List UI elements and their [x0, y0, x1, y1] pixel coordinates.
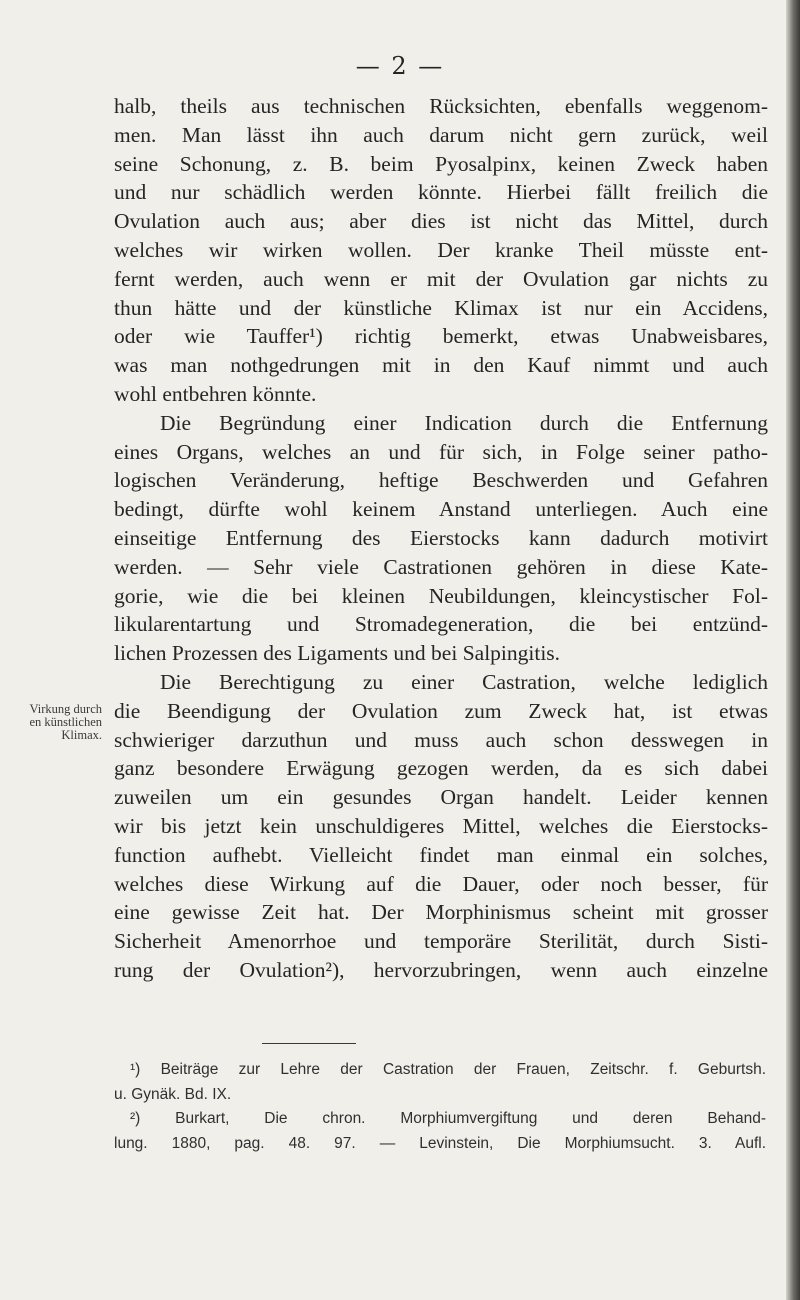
text-line: Die Begründung einer Indication durch die Entfernung	[160, 410, 768, 435]
margin-note-line: en künstlichen	[29, 715, 102, 729]
text-line: und nur schädlich werden könnte. Hierbei fällt freilich die	[114, 180, 768, 205]
text-line: seine Schonung, z. B. beim Pyosalpinx, keinen Zweck haben	[114, 151, 768, 176]
margin-note-line: Virkung durch	[29, 702, 102, 716]
text-line: schwieriger darzuthun und muss auch schon desswegen in	[114, 727, 768, 752]
margin-note	[0, 703, 102, 742]
text-line: lichen Prozessen des Ligaments und bei Salpingitis.	[114, 641, 561, 666]
text-line: einseitige Entfernung des Eierstocks kann dadurch motivirt	[114, 525, 768, 550]
text-line: Sicherheit Amenorrhoe und temporäre Sterilität, durch Sisti-	[114, 929, 768, 954]
text-line: thun hätte und der künstliche Klimax ist nur ein Accidens,	[114, 295, 768, 320]
text-line: eine gewisse Zeit hat. Der Morphinismus scheint mit grosser	[114, 900, 768, 925]
body-text	[114, 92, 768, 985]
text-line: oder wie Tauffer¹) richtig bemerkt, etwas Unabweisbares,	[114, 324, 768, 349]
margin-note-line: Klimax.	[61, 728, 102, 742]
text-line: wohl entbehren könnte.	[114, 381, 317, 406]
footnote-line: lung. 1880, pag. 48. 97. — Levinstein, Die Morphiumsucht. 3. Aufl.	[114, 1134, 766, 1152]
footnote-line: ¹) Beiträge zur Lehre der Castration der Frauen, Zeitschr. f. Geburtsh.	[130, 1061, 766, 1078]
text-line: men. Man lässt ihn auch darum nicht gern zurück, weil	[114, 122, 768, 147]
text-line: zuweilen um ein gesundes Organ handelt. Leider kennen	[114, 785, 768, 810]
text-line: werden. — Sehr viele Castrationen gehören in diese Kate-	[114, 554, 768, 579]
text-line: likularentartung und Stromadegeneration, die bei entzünd-	[114, 612, 768, 637]
text-line: rung der Ovulation²), hervorzubringen, wenn auch einzelne	[114, 957, 768, 982]
footnotes	[114, 1058, 766, 1156]
text-line: welches diese Wirkung auf die Dauer, oder noch besser, für	[114, 871, 768, 896]
text-line: die Beendigung der Ovulation zum Zweck hat, ist etwas	[114, 698, 768, 723]
text-line: halb, theils aus technischen Rücksichten, ebenfalls weggenom-	[114, 94, 768, 118]
text-line: bedingt, dürfte wohl keinem Anstand unterliegen. Auch eine	[114, 497, 768, 522]
text-line: welches wir wirken wollen. Der kranke Theil müsste ent-	[114, 237, 768, 262]
text-line: fernt werden, auch wenn er mit der Ovulation gar nichts zu	[114, 266, 768, 291]
footnote-divider	[262, 1043, 356, 1044]
page-number: — 2 —	[355, 52, 445, 80]
page-edge-shadow	[786, 0, 800, 1300]
text-line: eines Organs, welches an und für sich, in Folge seiner patho-	[114, 439, 768, 464]
text-line: gorie, wie die bei kleinen Neubildungen, kleincystischer Fol-	[114, 583, 768, 608]
text-line: wir bis jetzt kein unschuldigeres Mittel, welches die Eierstocks-	[114, 813, 768, 838]
text-line: was man nothgedrungen mit in den Kauf nimmt und auch	[114, 353, 768, 378]
footnote-line: ²) Burkart, Die chron. Morphiumvergiftung und deren Behand-	[130, 1110, 766, 1127]
text-line: ganz besondere Erwägung gezogen werden, da es sich dabei	[114, 756, 768, 781]
text-line: function aufhebt. Vielleicht findet man einmal ein solches,	[114, 842, 768, 867]
text-line: Die Berechtigung zu einer Castration, welche lediglich	[160, 669, 768, 694]
footnote-line: u. Gynäk. Bd. IX.	[114, 1085, 232, 1103]
text-line: logischen Veränderung, heftige Beschwerden und Gefahren	[114, 468, 768, 493]
text-line: Ovulation auch aus; aber dies ist nicht das Mittel, durch	[114, 209, 768, 234]
